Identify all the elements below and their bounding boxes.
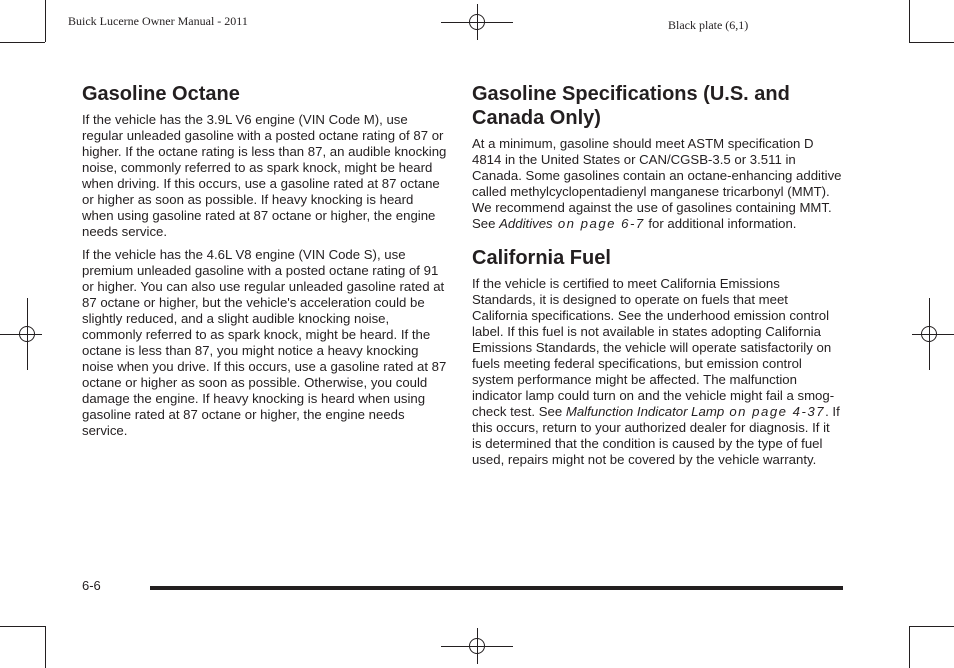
- octane-paragraph-v8: If the vehicle has the 4.6L V8 engine (VIN Code S), use premium unleaded gasoline with a posted octane rating of 91 or higher. You can also use regular unleaded gasoline rated at 87 octane or higher, but the vehicle's acceleration could be slightly reduced, and a slight audible knocking noise, commonly referred to as spark knock, might be heard. If the octane is less than 87, you might notice a heavy knocking noise when you drive. If this occurs, use a gasoline rated at 87 octane or higher as soon as possible. Otherwise, you could damage the engine. If heavy knocking is heard when using gasoline rated at 87 octane or higher, the engine needs service.: [82, 247, 447, 438]
- crop-mark: [0, 626, 45, 627]
- california-fuel-paragraph: If the vehicle is certified to meet California Emissions Standards, it is designed to operate on fuels that meet California specifications. See the underhood emission control label. If this fuel is not available in states adopting California Emissions Standards, the vehicle will operate satisfactorily on fuels meeting federal specifications, but emission control system performance might be affected. The malfunction indicator lamp could turn on and the vehicle might fail a smog-check test. See Malfunction Indicator Lamp on page 4-37. If this occurs, return to your authorized dealer for diagnosis. If it is determined that the condition is caused by the type of fuel used, repairs might not be covered by the vehicle warranty.: [472, 276, 840, 467]
- left-column: [82, 82, 448, 446]
- page-number: 6-6: [82, 578, 101, 593]
- gasoline-octane-heading: Gasoline Octane: [82, 83, 240, 105]
- california-fuel-heading: California Fuel: [472, 247, 611, 269]
- crop-mark: [45, 626, 46, 668]
- gasoline-specifications-heading: Gasoline Specifications (U.S. and Canada Only): [472, 83, 790, 129]
- plate-label: Black plate (6,1): [668, 18, 749, 32]
- crop-mark: [45, 0, 46, 42]
- right-column: [472, 82, 842, 475]
- crop-mark: [0, 42, 45, 43]
- malfunction-indicator-lamp-page-ref[interactable]: on page 4-37: [724, 404, 826, 419]
- additives-link[interactable]: Additives: [499, 216, 553, 231]
- specifications-paragraph: At a minimum, gasoline should meet ASTM specification D 4814 in the United States or CAN/CGSB-3.5 or 3.511 in Canada. Some gasolines contain an octane-enhancing additive called methylcyclopentadienyl manganese tricarbonyl (MMT). We recommend against the use of gasolines containing MMT. See Additives on page 6-7 for additional information.: [472, 136, 842, 231]
- footer-rule: [150, 586, 843, 590]
- crop-mark: [909, 626, 954, 627]
- malfunction-indicator-lamp-link[interactable]: Malfunction Indicator Lamp: [565, 404, 725, 419]
- crop-mark: [909, 42, 954, 43]
- octane-paragraph-v6: If the vehicle has the 3.9L V6 engine (VIN Code M), use regular unleaded gasoline with a posted octane rating of 87 or higher. If the octane rating is less than 87, an audible knocking noise, commonly referred to as spark knock, might be heard when driving. If this occurs, use a gasoline rated at 87 octane or higher as soon as possible. If heavy knocking is heard when using gasoline rated at 87 octane or higher, the engine needs service.: [82, 112, 447, 239]
- crop-mark: [909, 0, 910, 42]
- manual-title: Buick Lucerne Owner Manual - 2011: [68, 14, 248, 28]
- crop-mark: [909, 626, 910, 668]
- additives-page-ref[interactable]: on page 6-7: [552, 216, 645, 231]
